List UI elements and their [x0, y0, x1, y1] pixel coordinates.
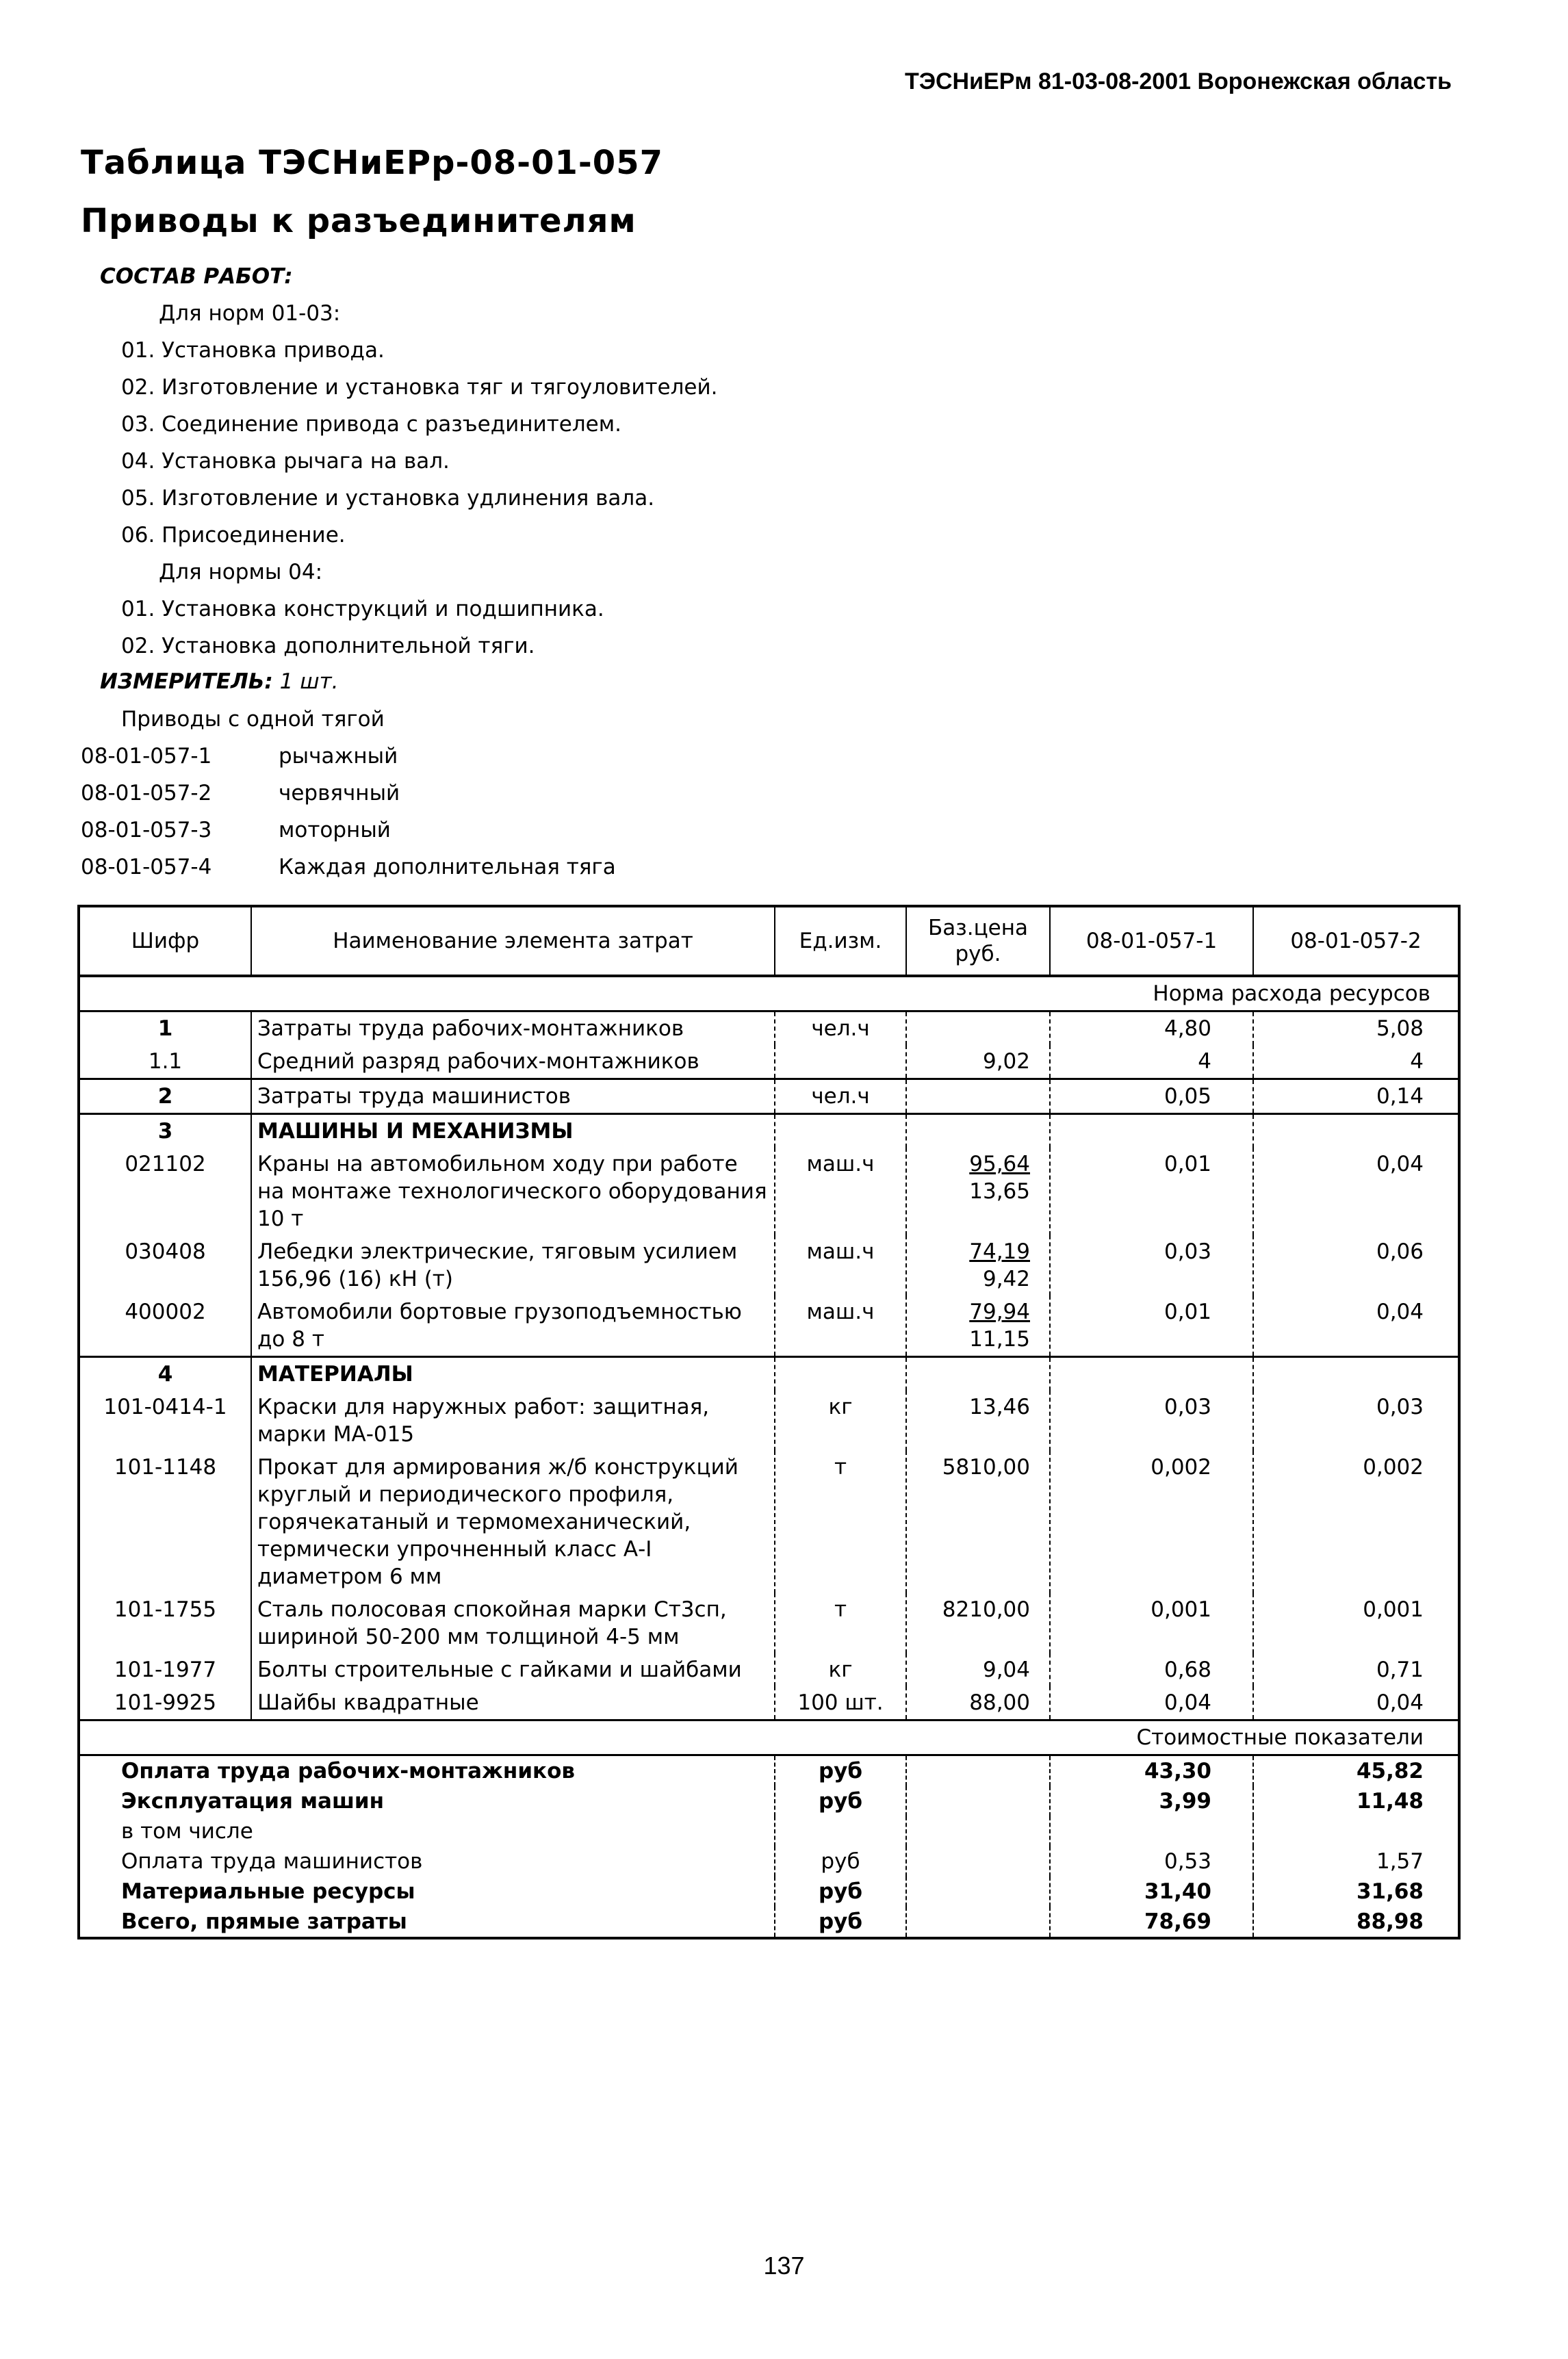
row-price [906, 1235, 1050, 1295]
summary-value-2: 1,57 [1253, 1846, 1459, 1877]
summary-unit: руб [775, 1907, 906, 1938]
row-code: 400002 [125, 1300, 206, 1324]
row-name: Краны на автомобильном ходу при работе на монтаже технологического оборудования 10 т [251, 1148, 775, 1235]
row-name: Шайбы квадратные [251, 1686, 775, 1720]
section-title: МАТЕРИАЛЫ [251, 1357, 775, 1391]
price-wage: 13,65 [969, 1179, 1030, 1204]
header-name: Наименование элемента затрат [251, 906, 775, 976]
cost-caption-row [79, 1720, 1459, 1755]
row-value-1: 0,03 [1050, 1235, 1253, 1295]
row-price [906, 1079, 1050, 1114]
header-cipher: Шифр [79, 906, 251, 976]
row-value-1: 4 [1050, 1045, 1253, 1079]
summary-label: Всего, прямые затраты [121, 1909, 407, 1934]
row-value-2: 0,04 [1253, 1148, 1459, 1235]
summary-value-1: 78,69 [1050, 1907, 1253, 1938]
norm-code: 08-01-057-4 [81, 855, 212, 879]
row-value-2: 5,08 [1253, 1011, 1459, 1046]
row-unit: маш.ч [775, 1148, 906, 1235]
row-name: Сталь полосовая спокойная марки Ст3сп, шириной 50-200 мм толщиной 4-5 мм [251, 1593, 775, 1653]
row-price [906, 1148, 1050, 1235]
works-group2: Для нормы 04: [159, 560, 323, 584]
header-price-line1: Баз.цена [927, 916, 1029, 940]
row-value-1: 0,01 [1050, 1295, 1253, 1357]
table-row [79, 1451, 1459, 1593]
table-row [79, 1235, 1459, 1295]
summary-label: Эксплуатация машин [121, 1789, 385, 1814]
cost-caption: Стоимостные показатели [79, 1720, 1459, 1755]
summary-row [79, 1816, 1459, 1846]
norm-name: рычажный [279, 744, 398, 769]
resource-norms-table [77, 905, 1461, 1939]
summary-label: Материальные ресурсы [121, 1879, 415, 1904]
row-code: 101-0414-1 [103, 1395, 227, 1419]
row-code: 2 [79, 1079, 251, 1114]
table-header-row [79, 906, 1459, 976]
summary-value-2: 31,68 [1253, 1877, 1459, 1907]
norm-caption: Норма расхода ресурсов [79, 976, 1459, 1011]
summary-value-1: 43,30 [1050, 1755, 1253, 1787]
row-price [906, 1295, 1050, 1357]
table-subject: Приводы к разъединителям [81, 202, 637, 240]
price-wage: 11,15 [969, 1327, 1030, 1352]
works-item: 05. Изготовление и установка удлинения вала. [121, 486, 655, 511]
section-title: МАШИНЫ И МЕХАНИЗМЫ [251, 1114, 775, 1148]
row-value-2: 0,03 [1253, 1391, 1459, 1451]
row-unit: маш.ч [775, 1235, 906, 1295]
summary-unit: руб [775, 1846, 906, 1877]
table-row [79, 1079, 1459, 1114]
row-value-2: 0,001 [1253, 1593, 1459, 1653]
row-value-2: 0,04 [1253, 1686, 1459, 1720]
norm-name: моторный [279, 818, 391, 842]
row-unit: чел.ч [775, 1079, 906, 1114]
summary-value-1: 0,53 [1050, 1846, 1253, 1877]
section-row-machines [79, 1114, 1459, 1148]
row-unit: т [775, 1593, 906, 1653]
document-reference: ТЭСНиЕРм 81-03-08-2001 Воронежская область [905, 68, 1452, 94]
row-value-2: 0,14 [1253, 1079, 1459, 1114]
page-number: 137 [763, 2252, 805, 2280]
row-price: 13,46 [906, 1391, 1050, 1451]
table-row [79, 1391, 1459, 1451]
row-value-1: 0,05 [1050, 1079, 1253, 1114]
row-value-2: 0,71 [1253, 1653, 1459, 1686]
row-value-2: 0,04 [1253, 1295, 1459, 1357]
header-price-line2: руб. [955, 942, 1001, 966]
row-code: 1.1 [148, 1049, 183, 1074]
row-price [906, 1011, 1050, 1046]
section-row-materials [79, 1357, 1459, 1391]
works-item: 02. Установка дополнительной тяги. [121, 634, 535, 658]
table-title: Таблица ТЭСНиЕРр-08-01-057 [81, 144, 663, 182]
table-row [79, 1011, 1459, 1046]
drives-heading: Приводы с одной тягой [121, 707, 385, 732]
norm-code: 08-01-057-2 [81, 781, 212, 805]
price-total: 95,64 [969, 1152, 1030, 1176]
works-item: 01. Установка конструкций и подшипника. [121, 597, 604, 621]
header-price [906, 906, 1050, 976]
works-group1: Для норм 01-03: [159, 301, 341, 326]
row-unit: 100 шт. [775, 1686, 906, 1720]
row-value-1: 4,80 [1050, 1011, 1253, 1046]
row-price: 88,00 [906, 1686, 1050, 1720]
summary-unit: руб [775, 1877, 906, 1907]
table-row [79, 1653, 1459, 1686]
header-col2: 08-01-057-2 [1253, 906, 1459, 976]
row-price: 9,02 [906, 1045, 1050, 1079]
row-name: Болты строительные с гайками и шайбами [251, 1653, 775, 1686]
norm-name: Каждая дополнительная тяга [279, 855, 616, 879]
summary-row [79, 1755, 1459, 1787]
table-row [79, 1686, 1459, 1720]
header-unit: Ед.изм. [775, 906, 906, 976]
summary-value-2: 45,82 [1253, 1755, 1459, 1787]
row-unit: чел.ч [775, 1011, 906, 1046]
row-name: Лебедки электрические, тяговым усилием 156,96 (16) кН (т) [251, 1235, 775, 1295]
table-row [79, 1148, 1459, 1235]
summary-value-1: 31,40 [1050, 1877, 1253, 1907]
row-unit: маш.ч [775, 1295, 906, 1357]
summary-row [79, 1877, 1459, 1907]
row-value-1: 0,001 [1050, 1593, 1253, 1653]
norm-code: 08-01-057-3 [81, 818, 212, 842]
row-code: 101-1755 [114, 1597, 217, 1622]
row-name: Затраты труда рабочих-монтажников [251, 1011, 775, 1046]
table-row [79, 1295, 1459, 1357]
norm-code: 08-01-057-1 [81, 744, 212, 769]
row-name: Прокат для армирования ж/б конструкций круглый и периодического профиля, горячекатаный и термомеханический, термически упрочненный класс А-I диаметром 6 мм [251, 1451, 775, 1593]
row-price: 8210,00 [906, 1593, 1050, 1653]
summary-row [79, 1786, 1459, 1816]
works-item: 03. Соединение привода с разъединителем. [121, 412, 621, 437]
meter-label: ИЗМЕРИТЕЛЬ: [100, 669, 273, 694]
works-item: 01. Установка привода. [121, 338, 385, 363]
summary-value-2: 88,98 [1253, 1907, 1459, 1938]
price-wage: 9,42 [982, 1267, 1030, 1291]
row-value-1: 0,04 [1050, 1686, 1253, 1720]
row-unit: кг [775, 1391, 906, 1451]
row-code: 4 [79, 1357, 251, 1391]
row-code: 030408 [125, 1239, 206, 1264]
header-col1: 08-01-057-1 [1050, 906, 1253, 976]
summary-value-1: 3,99 [1050, 1786, 1253, 1816]
row-name: Средний разряд рабочих-монтажников [251, 1045, 775, 1079]
row-code: 101-1977 [114, 1658, 217, 1682]
row-value-2: 4 [1253, 1045, 1459, 1079]
price-total: 79,94 [969, 1300, 1030, 1324]
row-value-2: 0,002 [1253, 1451, 1459, 1593]
meter-value: 1 шт. [279, 669, 339, 694]
price-total: 74,19 [969, 1239, 1030, 1264]
row-name: Автомобили бортовые грузоподъемностью до 8 т [251, 1295, 775, 1357]
row-name: Краски для наружных работ: защитная, марки МА-015 [251, 1391, 775, 1451]
row-unit [775, 1045, 906, 1079]
row-value-1: 0,03 [1050, 1391, 1253, 1451]
summary-value-2: 11,48 [1253, 1786, 1459, 1816]
works-heading: СОСТАВ РАБОТ: [100, 264, 293, 289]
row-unit: кг [775, 1653, 906, 1686]
works-item: 02. Изготовление и установка тяг и тягоуловителей. [121, 375, 718, 400]
row-value-1: 0,01 [1050, 1148, 1253, 1235]
summary-row-total [79, 1907, 1459, 1938]
row-value-2: 0,06 [1253, 1235, 1459, 1295]
row-code: 101-9925 [114, 1690, 217, 1715]
row-code: 021102 [125, 1152, 206, 1176]
table-row [79, 1045, 1459, 1079]
summary-unit: руб [775, 1786, 906, 1816]
row-code: 1 [157, 1016, 173, 1041]
meter-line [100, 669, 338, 694]
works-item: 04. Установка рычага на вал. [121, 449, 450, 474]
table-row [79, 1593, 1459, 1653]
row-unit: т [775, 1451, 906, 1593]
norm-name: червячный [279, 781, 400, 805]
row-value-1: 0,002 [1050, 1451, 1253, 1593]
summary-label: Оплата труда рабочих-монтажников [121, 1759, 575, 1783]
norm-caption-row [79, 976, 1459, 1011]
summary-unit: руб [775, 1755, 906, 1787]
summary-row [79, 1846, 1459, 1877]
row-code: 101-1148 [114, 1455, 217, 1480]
works-item: 06. Присоединение. [121, 523, 346, 547]
row-price: 5810,00 [906, 1451, 1050, 1593]
summary-label: в том числе [121, 1819, 253, 1844]
row-price: 9,04 [906, 1653, 1050, 1686]
row-value-1: 0,68 [1050, 1653, 1253, 1686]
row-code: 3 [79, 1114, 251, 1148]
summary-label: Оплата труда машинистов [121, 1849, 423, 1874]
row-name: Затраты труда машинистов [251, 1079, 775, 1114]
